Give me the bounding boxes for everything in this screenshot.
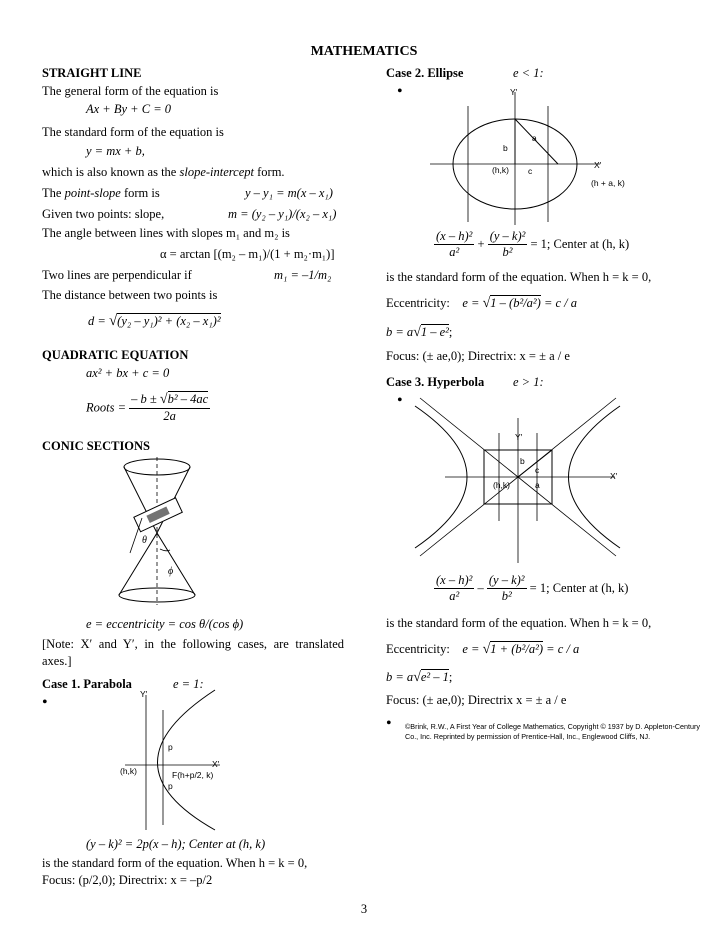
hyperbola-num-1: (x – h)² — [436, 573, 473, 587]
ellipse-b-formula — [386, 325, 452, 341]
roots-num-pre: – b ± — [131, 392, 157, 406]
parabola-y-label: Y′ — [140, 689, 148, 699]
hyperbola-condition: e > 1: — [513, 375, 544, 389]
hyperbola-den-2: b² — [501, 589, 512, 603]
ellipse-equation — [434, 229, 629, 260]
phi-label: ϕ — [168, 566, 174, 577]
point-slope-equation: y – y₁ = m(x – x₁) — [245, 186, 333, 200]
ellipse-hk-label: (h,k) — [492, 165, 509, 175]
hyperbola-minus: – — [477, 581, 484, 595]
ellipse-focus-directrix: Focus: (± ae,0); Directrix: x = ± a / e — [386, 349, 570, 363]
hyperbola-hk-label: (h,k) — [493, 480, 510, 490]
parabola-condition: e = 1: — [173, 677, 204, 691]
hyperbola-ecc-eq: e = — [462, 642, 480, 656]
ellipse-ecc-radicand: 1 – (b²/a²) — [490, 296, 541, 310]
parabola-description: is the standard form of the equation. When h = k = 0, — [42, 856, 308, 870]
two-points-equation: m = (y₂ – y₁)/(x₂ – x₁) — [228, 207, 337, 221]
ellipse-y-label: Y′ — [510, 87, 518, 97]
sqrt-symbol: √ — [413, 325, 421, 340]
hyperbola-ecc-label: Eccentricity: — [386, 642, 450, 656]
ellipse-den-2: b² — [502, 245, 513, 259]
angle-label: The angle between lines with slopes m₁ and m₂ is — [42, 226, 290, 240]
translated-axes-note: [Note: X′ and Y′, in the following cases, are translated axes.] — [42, 637, 344, 668]
slope-intercept-term: slope-intercept — [179, 165, 254, 179]
sqrt-symbol: √ — [482, 296, 491, 311]
conic-heading: CONIC SECTIONS — [42, 439, 151, 453]
phi-arc — [160, 549, 170, 551]
ellipse-num-1: (x – h)² — [436, 229, 473, 243]
general-form-equation: Ax + By + C = 0 — [86, 102, 172, 116]
angle-equation: α = arctan [(m₂ – m₁)/(1 + m₂·m₁)] — [160, 247, 335, 261]
hyperbola-eccentricity — [386, 642, 579, 658]
sqrt-symbol: √ — [108, 313, 118, 329]
eccentricity-definition: e = eccentricity = cos θ/(cos ϕ) — [86, 617, 244, 631]
standard-form-intro: The standard form of the equation is — [42, 125, 224, 139]
ellipse-eccentricity — [386, 296, 577, 312]
parabola-p-label-top: p — [168, 742, 173, 752]
ellipse-b-radicand: 1 – e² — [420, 325, 449, 339]
hyperbola-b-end: ; — [448, 670, 453, 684]
standard-form-equation: y = mx + b, — [86, 144, 145, 158]
ellipse-ecc-rhs: = c / a — [543, 296, 578, 310]
roots-num-radicand: b² – 4ac — [167, 392, 209, 406]
hyperbola-x-label: X′ — [610, 471, 618, 481]
hyperbola-den-1: a² — [449, 589, 460, 603]
ellipse-heading: Case 2. Ellipse — [386, 66, 464, 80]
hyperbola-y-label: Y′ — [515, 432, 523, 442]
parabola-curve — [158, 690, 216, 830]
straight-line-heading: STRAIGHT LINE — [42, 66, 142, 80]
parabola-bullet: • — [42, 694, 48, 711]
slope-intercept-post: form. — [254, 165, 285, 179]
roots-formula — [86, 392, 210, 424]
credit-bullet: • — [386, 715, 392, 732]
hyperbola-num-2: (y – k)² — [488, 573, 525, 587]
credit-line-1: ©Brink, R.W., A First Year of College Mathematics, Copyright © 1937 by D. Appleton-Century — [405, 722, 701, 731]
ellipse-b-eq: b = a — [386, 325, 414, 339]
ellipse-description: is the standard form of the equation. When h = k = 0, — [386, 270, 652, 284]
cone-diagram — [110, 455, 230, 605]
theta-label: θ — [142, 535, 147, 546]
slope-intercept-line — [42, 165, 285, 180]
cutting-plane — [134, 498, 182, 532]
plane-normal — [130, 518, 142, 553]
parabola-p-label-bottom: p — [168, 781, 173, 791]
parabola-equation: (y – k)² = 2p(x – h); Center at (h, k) — [86, 837, 266, 851]
parabola-focus-directrix: Focus: (p/2,0); Directrix: x = –p/2 — [42, 873, 213, 887]
parabola-x-label: X′ — [212, 759, 220, 769]
ellipse-a-label: a — [532, 133, 537, 143]
perpendicular-equation: m₁ = –1/m₂ — [274, 268, 332, 282]
ellipse-b-end: ; — [448, 325, 453, 339]
ellipse-condition: e < 1: — [513, 66, 544, 80]
sqrt-symbol: √ — [413, 670, 421, 685]
ellipse-c-label: c — [528, 166, 533, 176]
perpendicular-label: Two lines are perpendicular if — [42, 268, 192, 282]
point-slope-pre: The — [42, 186, 65, 200]
ellipse-b-label: b — [503, 143, 508, 153]
sqrt-symbol: √ — [482, 642, 491, 657]
hyperbola-heading: Case 3. Hyperbola — [386, 375, 485, 389]
parabola-heading: Case 1. Parabola — [42, 677, 132, 691]
hyperbola-focus-directrix: Focus: (± ae,0); Directrix x = ± a / e — [386, 693, 567, 707]
hyperbola-ecc-rhs: = c / a — [546, 642, 580, 656]
page-title: MATHEMATICS — [310, 44, 418, 59]
hyperbola-diagram — [415, 398, 620, 563]
two-points-label: Given two points: slope, — [42, 207, 165, 221]
parabola-focus-label: F(h+p/2, k) — [172, 770, 214, 780]
sqrt-symbol: √ — [159, 392, 168, 407]
point-slope-term: point-slope — [64, 186, 121, 200]
distance-lhs: d = — [88, 314, 106, 328]
page-number: 3 — [360, 902, 368, 916]
hyperbola-c-label: c — [535, 465, 540, 475]
ellipse-x-label: X′ — [594, 160, 602, 170]
parabola-diagram — [120, 690, 240, 830]
point-slope-post: form is — [120, 186, 160, 200]
ellipse-diagram — [430, 92, 610, 227]
parabola-hk-label: (h,k) — [120, 766, 137, 776]
roots-denominator: 2a — [163, 409, 176, 423]
hyperbola-b-eq: b = a — [386, 670, 414, 684]
ellipse-plus: + — [477, 237, 485, 251]
hyperbola-ecc-radicand: 1 + (b²/a²) — [490, 642, 544, 656]
ellipse-rhs: = 1; Center at (h, k) — [530, 237, 630, 251]
ellipse-ecc-eq: e = — [462, 296, 480, 310]
quadratic-heading: QUADRATIC EQUATION — [42, 348, 189, 362]
hyperbola-a-label: a — [535, 480, 540, 490]
hyperbola-equation — [434, 573, 628, 604]
distance-radicand: (y₂ – y₁)² + (x₂ – x₁)² — [117, 314, 221, 328]
hyperbola-b-radicand: e² – 1 — [420, 670, 449, 684]
roots-fraction — [129, 392, 210, 424]
hyperbola-description: is the standard form of the equation. When h = k = 0, — [386, 616, 652, 630]
ellipse-ha-label: (h + a, k) — [591, 178, 625, 188]
roots-label: Roots = — [86, 400, 127, 415]
ellipse-ecc-label: Eccentricity: — [386, 296, 450, 310]
hyperbola-bullet: • — [397, 392, 403, 409]
hyperbola-rhs: = 1; Center at (h, k) — [529, 581, 629, 595]
hyperbola-b-label: b — [520, 456, 525, 466]
ellipse-bullet: • — [397, 83, 403, 100]
quadratic-equation: ax² + bx + c = 0 — [86, 366, 170, 380]
slope-intercept-pre: which is also known as the — [42, 165, 180, 179]
ellipse-den-1: a² — [449, 245, 460, 259]
hyperbola-b-formula — [386, 670, 452, 686]
distance-formula — [88, 313, 221, 330]
general-form-intro: The general form of the equation is — [42, 84, 219, 98]
credit-line-2: Co., Inc. Reprinted by permission of Prentice-Hall, Inc., Englewood Cliffs, NJ. — [405, 732, 651, 741]
ellipse-num-2: (y – k)² — [489, 229, 526, 243]
point-slope-line — [42, 186, 160, 201]
distance-label: The distance between two points is — [42, 288, 218, 302]
